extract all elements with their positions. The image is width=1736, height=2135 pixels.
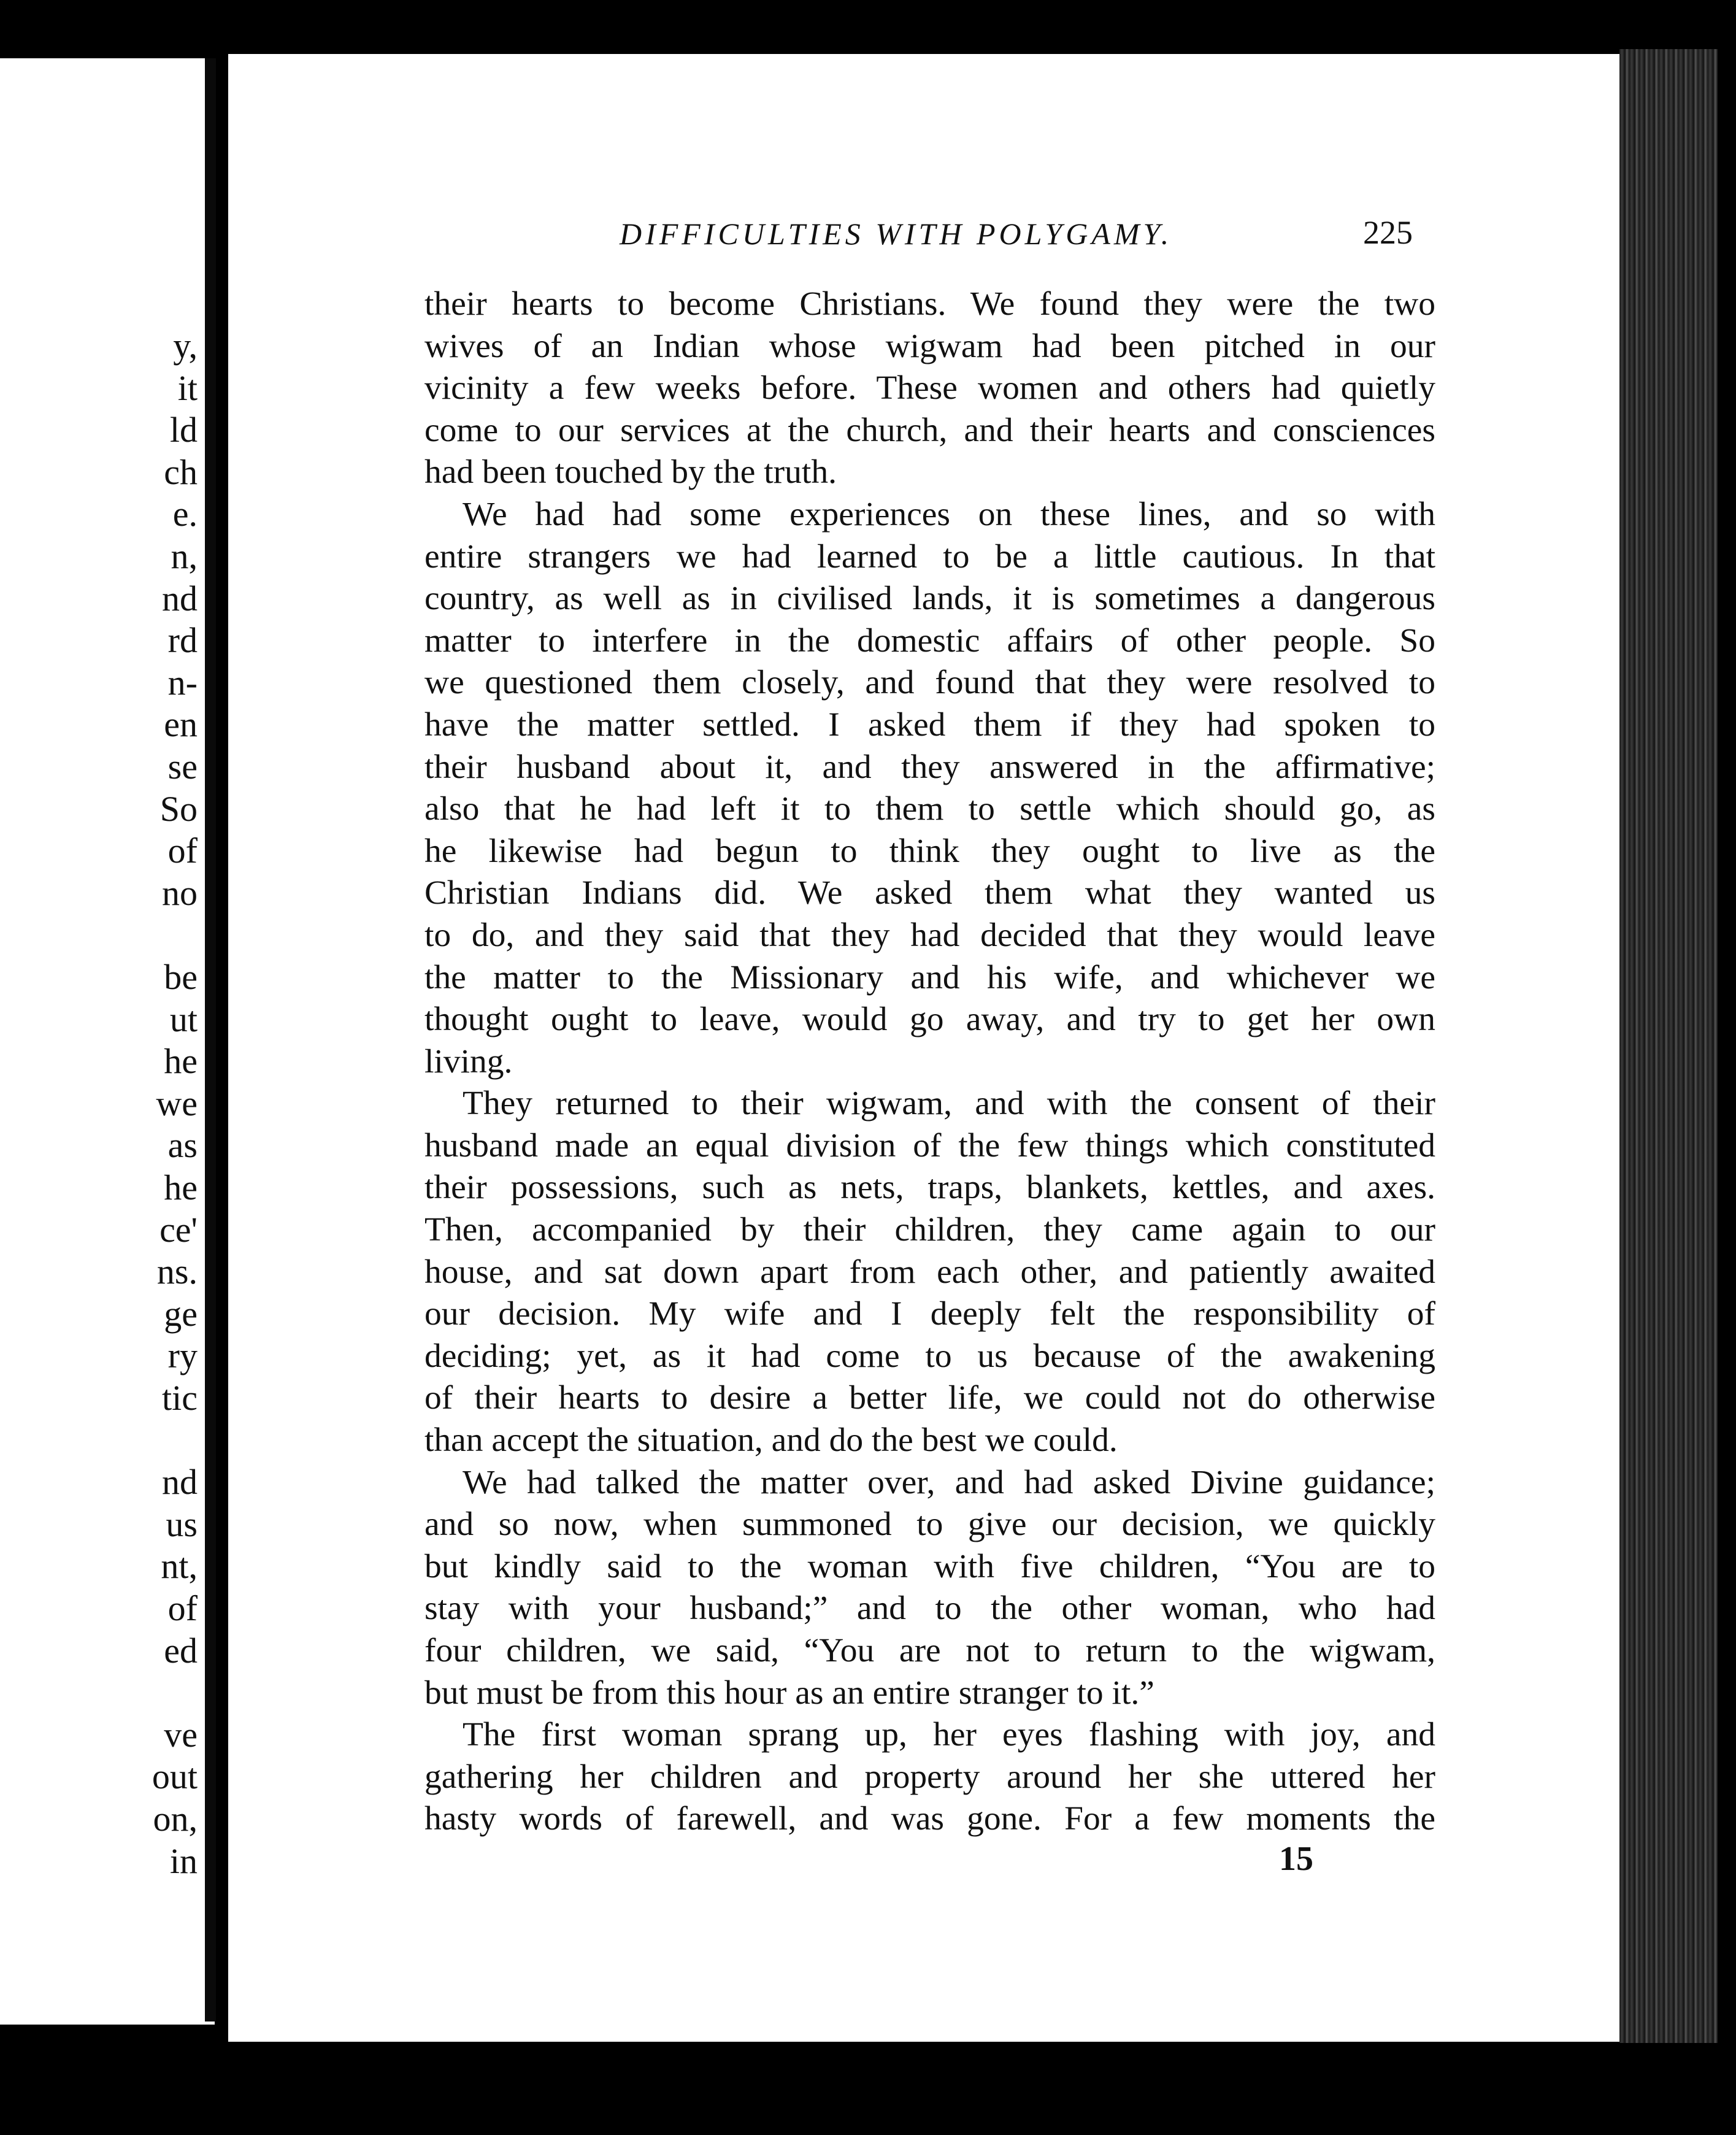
previous-page-fragment: n- xyxy=(167,662,198,702)
text-line: Christian Indians did. We asked them what they wanted us xyxy=(424,874,1435,912)
text-line: come to our services at the church, and their hearts and consciences xyxy=(424,411,1435,449)
text-line: of their hearts to desire a better life, we could not do otherwise xyxy=(424,1379,1435,1417)
text-line: husband made an equal division of the few things which constituted xyxy=(424,1126,1435,1164)
text-line: their husband about it, and they answered in the affirmative; xyxy=(424,748,1435,786)
text-line: thought ought to leave, would go away, and try to get her own xyxy=(424,1001,1435,1039)
previous-page-fragment: as xyxy=(167,1125,198,1166)
previous-page-fragment: en xyxy=(164,704,198,745)
text-line: four children, we said, “You are not to return to the wigwam, xyxy=(424,1632,1435,1669)
text-line: living. xyxy=(424,1042,513,1080)
previous-page-fragment: tic xyxy=(162,1378,198,1418)
page-body-text xyxy=(424,283,1435,1841)
previous-page-fragment: be xyxy=(164,957,198,997)
previous-page-fragment: So xyxy=(159,788,198,829)
previous-page-fragment: he xyxy=(164,1168,198,1207)
previous-page-fragment: nt, xyxy=(161,1546,198,1587)
text-line: the matter to the Missionary and his wife, and whichever we xyxy=(424,958,1435,996)
text-line: he likewise had begun to think they ought to live as the xyxy=(424,832,1435,870)
text-line: but must be from this hour as an entire stranger to it.” xyxy=(424,1674,1154,1712)
text-line: We had talked the matter over, and had asked Divine guidance; xyxy=(463,1463,1435,1501)
previous-page-fragment: in xyxy=(169,1841,198,1881)
text-line: The first woman sprang up, her eyes flashing with joy, and xyxy=(463,1716,1435,1754)
previous-page-fragment: ch xyxy=(164,452,198,492)
text-line: stay with your husband;” and to the other woman, who had xyxy=(424,1590,1435,1628)
previous-page-fragment: ve xyxy=(164,1714,198,1755)
text-line: than accept the situation, and do the best we could. xyxy=(424,1421,1118,1460)
text-line: gathering her children and property around her she uttered her xyxy=(424,1758,1435,1796)
previous-page-fragment: n, xyxy=(171,536,198,576)
previous-page-fragment: out xyxy=(152,1756,198,1797)
previous-page-fragment: ed xyxy=(164,1630,198,1671)
text-line: house, and sat down apart from each other, and patiently awaited xyxy=(424,1253,1435,1291)
previous-page-fragment: nd xyxy=(162,1462,198,1502)
previous-page-fragment: ce' xyxy=(159,1209,198,1250)
previous-page-fragment: ld xyxy=(169,410,198,450)
previous-page-fragment: nd xyxy=(162,578,198,618)
text-line: We had had some experiences on these lines, and so with xyxy=(463,495,1435,533)
text-line: also that he had left it to them to settle which should go, as xyxy=(424,790,1435,828)
text-line: They returned to their wigwam, and with the consent of their xyxy=(463,1085,1435,1123)
text-line: have the matter settled. I asked them if they had spoken to xyxy=(424,706,1435,744)
text-line: vicinity a few weeks before. These women and others had quietly xyxy=(424,369,1435,407)
text-line: their hearts to become Christians. We found they were the two xyxy=(424,285,1435,323)
text-line: but kindly said to the woman with five children, “You are to xyxy=(424,1547,1435,1585)
text-line: Then, accompanied by their children, they came again to our xyxy=(424,1211,1435,1249)
previous-page-fragment: y, xyxy=(173,326,198,366)
previous-page-fragment: se xyxy=(167,747,198,787)
text-line: our decision. My wife and I deeply felt the responsibility of xyxy=(424,1295,1435,1333)
text-line: their possessions, such as nets, traps, blankets, kettles, and axes. xyxy=(424,1169,1435,1207)
previous-page-fragment: of xyxy=(167,1588,198,1628)
running-head: DIFFICULTIES WITH POLYGAMY. xyxy=(620,217,1173,251)
text-line: and so now, when summoned to give our decision, we quickly xyxy=(424,1506,1435,1544)
previous-page-fragment: rd xyxy=(167,620,198,661)
book-gutter xyxy=(205,58,216,2022)
text-line: country, as well as in civilised lands, it is sometimes a dangerous xyxy=(424,580,1435,618)
text-line: entire strangers we had learned to be a little cautious. In that xyxy=(424,537,1435,575)
previous-page-fragment: ut xyxy=(169,999,198,1039)
signature-mark: 15 xyxy=(1279,1840,1313,1878)
previous-page-fragment: us xyxy=(166,1504,198,1544)
previous-page-fragment: we xyxy=(156,1083,198,1123)
page-number: 225 xyxy=(1363,214,1413,251)
previous-page-fragment: ns. xyxy=(156,1252,198,1292)
previous-page-fragment: ge xyxy=(164,1293,198,1334)
previous-page-fragment: no xyxy=(162,872,198,913)
previous-page-fragment: it xyxy=(177,367,198,408)
text-line: wives of an Indian whose wigwam had been pitched in our xyxy=(424,327,1435,365)
text-line: to do, and they said that they had decided that they would leave xyxy=(424,916,1435,954)
page-stack-edge xyxy=(1619,49,1718,2043)
text-line: had been touched by the truth. xyxy=(424,453,837,491)
text-line: matter to interfere in the domestic affairs of other people. So xyxy=(424,621,1435,660)
previous-page-fragment: he xyxy=(164,1041,198,1082)
text-line: deciding; yet, as it had come to us because of the awakening xyxy=(424,1337,1435,1375)
text-line: we questioned them closely, and found that they were resolved to xyxy=(424,664,1435,702)
previous-page-fragment: of xyxy=(167,831,198,871)
text-line: hasty words of farewell, and was gone. For a few moments the xyxy=(424,1800,1435,1838)
previous-page-fragment: on, xyxy=(153,1799,198,1839)
previous-page-fragment: e. xyxy=(172,494,198,534)
previous-page-fragment: ry xyxy=(167,1336,198,1376)
